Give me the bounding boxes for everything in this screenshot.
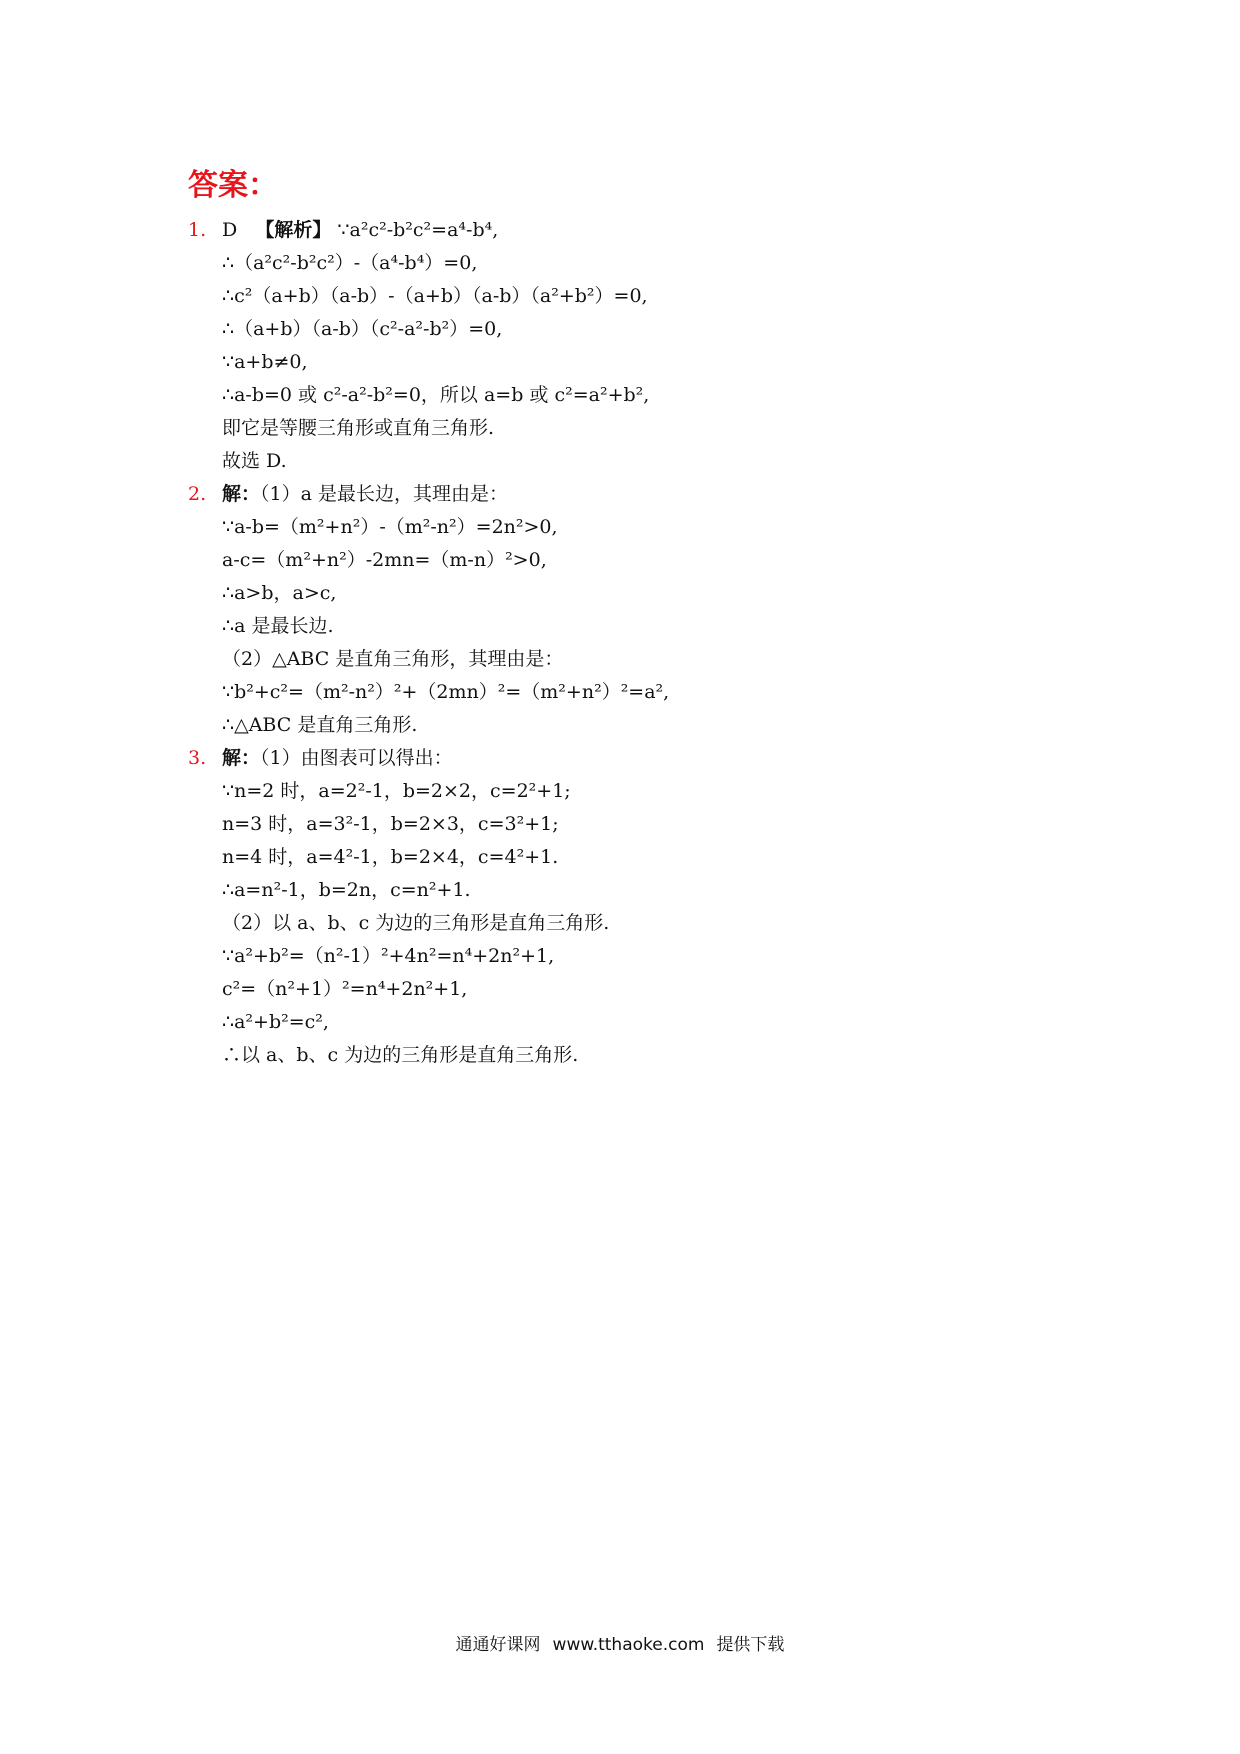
item-line: ∴以 a、b、c 为边的三角形是直角三角形. (222, 1044, 579, 1066)
answer-title: 答案： (188, 168, 278, 203)
item-line: ∵n=2 时，a=2²-1，b=2×2，c=2²+1; (222, 780, 571, 802)
item-line: a-c=（m²+n²）-2mn=（m-n）²>0, (222, 549, 547, 571)
item-line: ∴a=n²-1，b=2n，c=n²+1. (222, 879, 471, 901)
item-line: ∴a>b，a>c, (222, 582, 337, 604)
answer-item-1 (188, 214, 1088, 478)
answer-item-1-first-line (188, 214, 1088, 247)
solution-keyword: 解： (222, 483, 261, 505)
analysis-keyword: 【解析】 (255, 219, 332, 241)
item-line: ∵a-b=（m²+n²）-（m²-n²）=2n²>0, (222, 516, 558, 538)
footer-suffix: 提供下载 (716, 1635, 785, 1655)
item-line: （2）以 a、b、c 为边的三角形是直角三角形. (222, 912, 610, 934)
item-line: ∴a-b=0 或 c²-a²-b²=0，所以 a=b 或 c²=a²+b², (222, 384, 650, 406)
item-line: c²=（n²+1）²=n⁴+2n²+1, (222, 978, 468, 1000)
item-line: n=3 时，a=3²-1，b=2×3，c=3²+1; (222, 813, 559, 835)
item-line: （1）a 是最长边，其理由是： (260, 483, 508, 505)
item-line: ∴a²+b²=c², (222, 1011, 329, 1033)
item-line: （2）△ABC 是直角三角形，其理由是： (222, 648, 564, 670)
item-line: ∴a 是最长边. (222, 615, 334, 637)
answer-choice: D (222, 219, 238, 241)
item-number: 2. (188, 483, 207, 505)
item-line: ∴△ABC 是直角三角形. (222, 714, 418, 736)
item-line: n=4 时，a=4²-1，b=2×4，c=4²+1. (222, 846, 559, 868)
item-line: ∵a²c²-b²c²=a⁴-b⁴, (337, 219, 499, 241)
item-line: （1）由图表可以得出： (260, 747, 453, 769)
item-line: ∵a+b≠0, (222, 351, 308, 373)
item-number: 1. (188, 219, 207, 241)
footer-site-name: 通通好课网 (455, 1635, 541, 1655)
item-line: 即它是等腰三角形或直角三角形. (222, 417, 495, 439)
item-line: ∴（a²c²-b²c²）-（a⁴-b⁴）=0, (222, 252, 478, 274)
page-footer (0, 1630, 1240, 1655)
solution-keyword: 解： (222, 747, 261, 769)
answer-item-3-first-line (188, 742, 1088, 775)
item-line: ∵a²+b²=（n²-1）²+4n²=n⁴+2n²+1, (222, 945, 555, 967)
item-line: ∵b²+c²=（m²-n²）²+（2mn）²=（m²+n²）²=a², (222, 681, 670, 703)
item-line: 故选 D. (222, 450, 287, 472)
answer-item-2-first-line (188, 478, 1088, 511)
footer-url[interactable]: www.tthaoke.com (552, 1635, 705, 1655)
item-line: ∴c²（a+b）（a-b）-（a+b）（a-b）（a²+b²）=0, (222, 285, 648, 307)
answer-item-2 (188, 478, 1088, 742)
item-number: 3. (188, 747, 207, 769)
answer-item-3 (188, 742, 1088, 1072)
item-line: ∴（a+b）（a-b）（c²-a²-b²）=0, (222, 318, 503, 340)
